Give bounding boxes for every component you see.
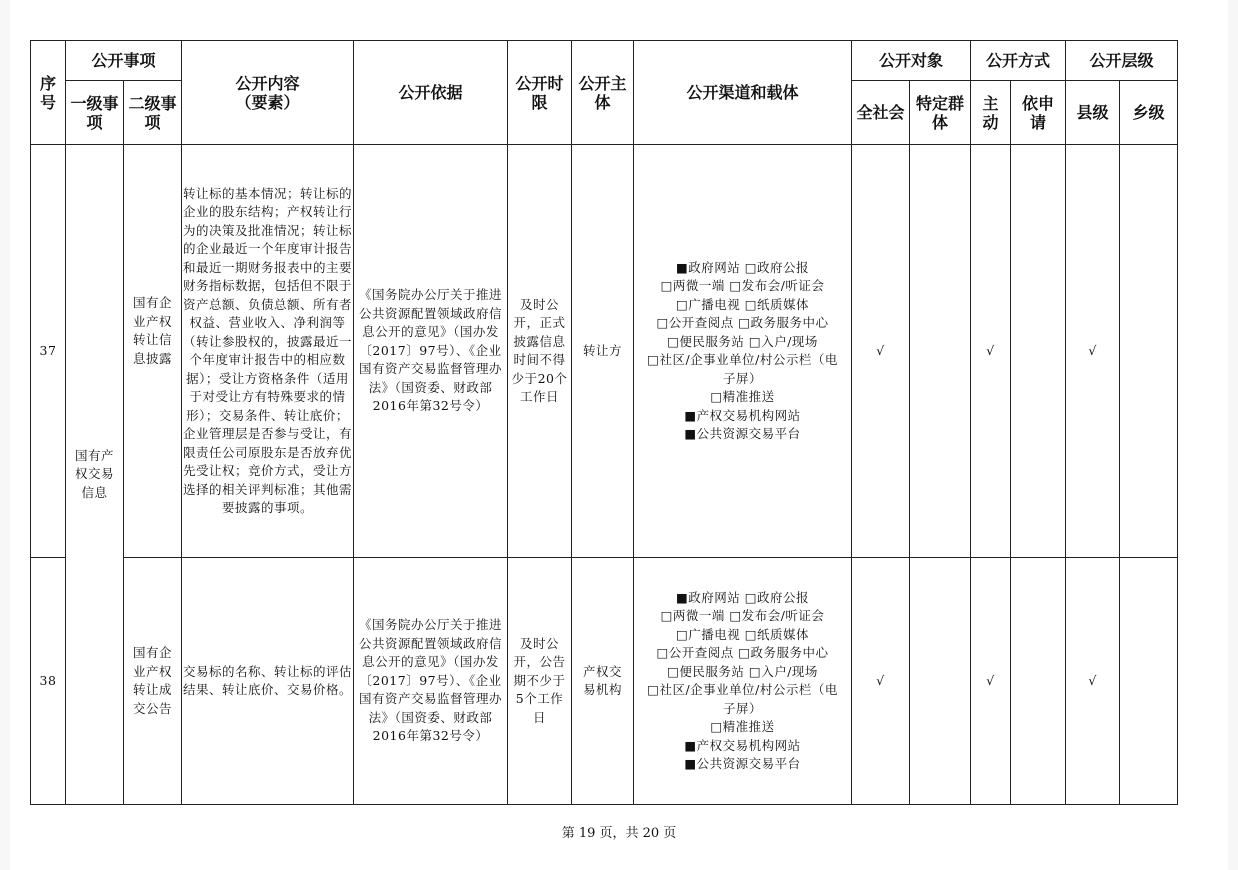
channel-item: □社区/企事业单位/村公示栏（电 xyxy=(647,352,838,367)
channel-item: □两微一端 □发布会/听证会 xyxy=(660,608,825,623)
row-level2: 国有企 业产权 转让信 息披露 xyxy=(124,145,182,558)
channel-item: ■产权交易机构网站 xyxy=(684,407,801,423)
header-level-town: 乡级 xyxy=(1120,81,1178,145)
channel-item: □广播电视 □纸质媒体 xyxy=(675,296,810,312)
channel-item: □便民服务站 □入户/现场 xyxy=(667,663,818,679)
row-channels xyxy=(634,145,852,558)
row-audience-all: √ xyxy=(852,145,910,558)
row-subject: 产权交 易机构 xyxy=(572,558,634,805)
row-subject: 转让方 xyxy=(572,145,634,558)
header-method-request: 依申 请 xyxy=(1011,81,1066,145)
row-time-limit: 及时公 开，公告 期不少于 5个工作 日 xyxy=(508,558,572,805)
row-level-town xyxy=(1120,145,1178,558)
header-audience-specific: 特定群 体 xyxy=(910,81,971,145)
row-audience-specific xyxy=(910,145,971,558)
page-footer: 第 19 页，共 20 页 xyxy=(561,826,677,841)
header-level-county: 县级 xyxy=(1066,81,1120,145)
channel-item: □公开查阅点 □政务服务中心 xyxy=(656,315,829,330)
channel-item: □两微一端 □发布会/听证会 xyxy=(660,278,825,293)
row-level-county: √ xyxy=(1066,558,1120,805)
row-method-active: √ xyxy=(971,145,1011,558)
channel-item: □公开查阅点 □政务服务中心 xyxy=(656,645,829,660)
level1-category: 国有产 权交易 信息 xyxy=(66,145,124,805)
header-level: 公开层级 xyxy=(1066,41,1178,81)
header-audience: 公开对象 xyxy=(852,41,971,81)
table-row xyxy=(31,145,1178,558)
header-content: 公开内容 （要素） xyxy=(182,41,354,145)
header-level2: 二级事 项 xyxy=(124,81,182,145)
channel-item: ■政府网站 □政府公报 xyxy=(675,259,810,275)
channel-item: □便民服务站 □入户/现场 xyxy=(667,333,818,349)
row-seq: 38 xyxy=(31,558,66,805)
header-channels: 公开渠道和载体 xyxy=(634,41,852,145)
header-method: 公开方式 xyxy=(971,41,1066,81)
channel-item: ■公共资源交易平台 xyxy=(684,426,801,441)
row-basis: 《国务院办公厅关于推进公共资源配置领域政府信息公开的意见》（国办发〔2017〕97号）、《企业国有资产交易监督管理办法》（国资委、财政部2016年第32号令） xyxy=(354,145,508,558)
row-seq: 37 xyxy=(31,145,66,558)
row-level2: 国有企 业产权 转让成 交公告 xyxy=(124,558,182,805)
header-level1: 一级事 项 xyxy=(66,81,124,145)
header-time-limit: 公开时 限 xyxy=(508,41,572,145)
header-matters: 公开事项 xyxy=(66,41,182,81)
row-time-limit: 及时公 开，正式 披露信息 时间不得 少于20个 工作日 xyxy=(508,145,572,558)
header-audience-all: 全社会 xyxy=(852,81,910,145)
row-level-town xyxy=(1120,558,1178,805)
channel-item: 子屏） xyxy=(723,700,763,716)
row-content: 转让标的基本情况；转让标的企业的股东结构；产权转让行为的决策及批准情况；转让标的企业最近一个年度审计报告和最近一期财务报表中的主要财务指标数据，包括但不限于资产总额、负债总额、所有者权益、营业收入、净利润等（转让参股权的，披露最近一个年度审计报告中的相应数据）；受让方资格条件（适用于对受让方有特殊要求的情形）；交易条件、转让底价；企业管理层是否参与受让，有限责任公司原股东是否放弃优先受让权；竞价方式，受让方选择的相关评判标准；其他需要披露的事项。 xyxy=(182,145,354,558)
row-audience-all: √ xyxy=(852,558,910,805)
channel-item: 子屏） xyxy=(723,370,763,386)
channel-item: ■政府网站 □政府公报 xyxy=(675,589,810,605)
header-subject: 公开主 体 xyxy=(572,41,634,145)
row-channels xyxy=(634,558,852,805)
header-basis: 公开依据 xyxy=(354,41,508,145)
channel-item: □社区/企事业单位/村公示栏（电 xyxy=(647,682,838,697)
channel-item: ■产权交易机构网站 xyxy=(684,737,801,753)
row-method-request xyxy=(1011,558,1066,805)
header-method-active: 主 动 xyxy=(971,81,1011,145)
table-row xyxy=(31,558,1178,805)
row-method-request xyxy=(1011,145,1066,558)
channel-item: □精准推送 xyxy=(710,719,775,734)
disclosure-table xyxy=(30,40,1178,805)
channel-item: □精准推送 xyxy=(710,389,775,404)
row-method-active: √ xyxy=(971,558,1011,805)
row-content: 交易标的名称、转让标的评估结果、转让底价、交易价格。 xyxy=(182,558,354,805)
channel-item: □广播电视 □纸质媒体 xyxy=(675,626,810,642)
row-level-county: √ xyxy=(1066,145,1120,558)
channel-item: ■公共资源交易平台 xyxy=(684,756,801,771)
row-audience-specific xyxy=(910,558,971,805)
row-basis: 《国务院办公厅关于推进公共资源配置领域政府信息公开的意见》（国办发〔2017〕97号）、《企业国有资产交易监督管理办法》（国资委、财政部2016年第32号令） xyxy=(354,558,508,805)
header-seq: 序 号 xyxy=(31,41,66,145)
